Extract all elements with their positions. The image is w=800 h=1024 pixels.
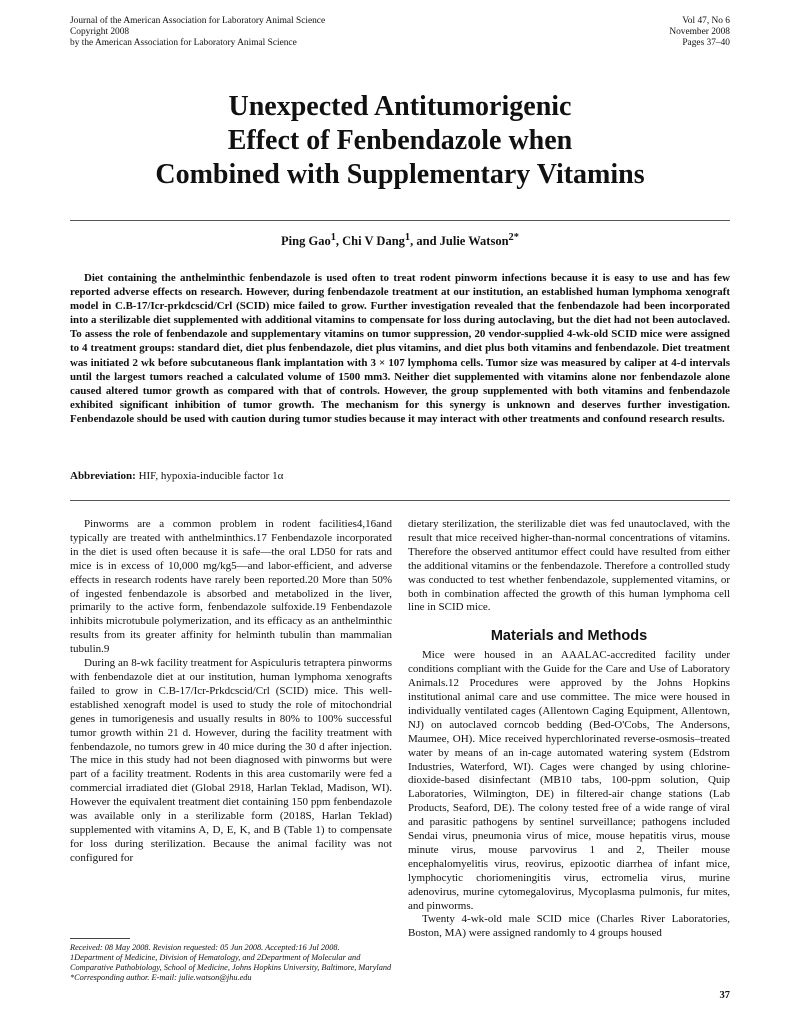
affiliations: 1Department of Medicine, Division of Hematology, and 2Department of Molecular and Comparative Pathobiology, School of Medicine, Johns Hopkins University, Baltimore, Maryland — [70, 953, 392, 972]
title-line: Effect of Fenbendazole when — [227, 125, 573, 156]
journal-name: Journal of the American Association for Laboratory Animal Science — [70, 16, 326, 26]
title-divider — [70, 220, 730, 221]
body-paragraph: Twenty 4-wk-old male SCID mice (Charles River Laboratories, Boston, MA) were assigned randomly to 4 groups housed — [408, 913, 730, 940]
body-paragraph: Mice were housed in an AAALAC-accredited facility under conditions compliant with the Guide for the Care and Use of Laboratory Animals.12 Procedures were approved by the Johns Hopkins institutional animal care and use committee. The mice were housed in individually ventilated cages (Allentown Caging Equipment, Allentown, NJ) on autoclaved corncob bedding (Bed-O'Cobs, The Andersons, Maumee, OH). Mice received hyperchlorinated reverse-osmosis–treated water by means of an in-cage automated watering system (Edstrom Industries, Waterford, WI). Cages were changed by using chlorine-dioxide-based disinfectant (MB10 tabs, 100-ppm solution, Quip Laboratories, Wilmington, DE) in filtered-air change stations (Lab Products, Seaford, DE). The colony tested free of a wide range of viral and parasitic pathogens by sentinel surveillance; pathogens included Sendai virus, pneumonia virus of mice, mouse hepatitis virus, mouse minute virus, mouse parvovirus 1 and 2, Theiler mouse encephalomyelitis virus, reovirus, epizootic diarrhea of infant mice, lymphocytic choriomeningitis virus, ectromelia virus, murine adenovirus, murine cytomegalovirus, Mycoplasma pulmonis, fur mites, and pinworms. — [408, 649, 730, 912]
body-paragraph: dietary sterilization, the sterilizable diet was fed unautoclaved, with the result that mice received higher-than-normal concentrations of vitamins. Therefore the observed antitumor effect could have resulted from either the additional vitamins or the fenbendazole. Therefore a controlled study was conducted to test whether fenbendazole, supplemented vitamins, or both in combination affected the growth of this human lymphoma cell line in SCID mice. — [408, 518, 730, 614]
volume-issue: Vol 47, No 6 — [682, 16, 730, 26]
author-name: Ping Gao — [281, 234, 331, 249]
author-list: Ping Gao$^1$, Chi V Dang$^1$, and Julie Watson$^{2*}$ — [281, 232, 519, 249]
page-range: Pages 37–40 — [682, 38, 730, 48]
issue-date: November 2008 — [669, 27, 730, 37]
author-name: Chi V Dang — [342, 234, 405, 249]
journal-info — [70, 16, 325, 49]
author-name: Julie Watson — [439, 234, 509, 249]
issue-info — [669, 16, 730, 49]
author-affiliation-mark: 1 — [404, 232, 411, 243]
abbreviation-text: HIF, hypoxia-inducible factor 1α — [138, 470, 284, 482]
abbreviation-line — [70, 470, 730, 482]
copyright-line: Copyright 2008 — [70, 27, 130, 37]
body-paragraph: Pinworms are a common problem in rodent facilities4,16and typically are treated with anthelminthics.17 Fenbendazole incorporated in the diet is used often because it is safe—the oral LD50 for rats and mice is in excess of 10,000 mg/kg5—and labor-efficient, and adverse effects in research rodents have rarely been reported.20 More than 50% of ingested fenbendazole is absorbed and metabolized in the liver, primarily to the active form, fenbendazole sulfoxide.19 Fenbendazole inhibits microtubule polymerization, and its efficacy as an anthelminthic results from its greater affinity for helminth tubulin than mammalian tubulin.9 — [70, 518, 392, 656]
title-line: Combined with Supplementary Vitamins — [155, 159, 645, 190]
footnotes — [70, 938, 392, 983]
body-paragraph: During an 8-wk facility treatment for Aspiculuris tetraptera pinworms with fenbendazole diet at our institution, human lymphoma xenografts failed to grow in C.B-17/Icr-Prkdcscid/Crl (SCID) mice. This well-established xenograft model is used to study the role of mitochondrial genes in tumorigenesis and usually results in 80% to 100% successful tumor growth within 21 d. However, during the facility treatment with fenbendazole, no tumors grew in 40 mice during the 30 d after injection. The mice in this study had not been diagnosed with pinworms but were part of a facility treatment. Rodents in this area customarily were fed a commercial irradiated diet (Global 2918, Harlan Teklad, Madison, WI). However the equivalent treatment diet containing 150 ppm fenbendazole was available only in a sterilizable form (2018S, Harlan Teklad) supplemented with vitamins A, D, E, K, and B (Table 1) to compensate for loss during sterilization. Because the animal facility was not configured for — [70, 657, 392, 864]
received-dates: Received: 08 May 2008. Revision requested: 05 Jun 2008. Accepted:16 Jul 2008. — [70, 943, 340, 952]
abstract: Diet containing the anthelminthic fenbendazole is used often to treat rodent pinworm infections because it is easy to use and has few reported adverse effects on research. However, during fenbendazole treatment at our institution, an established human lymphoma xenograft model in C.B-17/Icr-prkdcscid/Crl (SCID) mice failed to grow. Further investigation revealed that the fenbendazole had been incorporated into a sterilizable diet supplemented with additional vitamins to compensate for loss during autoclaving, but the diet had not been autoclaved. To assess the role of fenbendazole and supplementary vitamins on tumor suppression, 20 vendor-supplied 4-wk-old SCID mice were assigned to 4 treatment groups: standard diet, diet plus fenbendazole, diet plus vitamins, and diet plus both vitamins and fenbendazole. Diet treatment was initiated 2 wk before subcutaneous flank implantation with 3 × 107 lymphoma cells. Tumor size was measured by caliper at 4-d intervals until the largest tumors reached a calculated volume of 1500 mm3. Neither diet supplemented with vitamins alone nor fenbendazole alone caused altered tumor growth as compared with that of controls. However, the group supplemented with both vitamins and fenbendazole exhibited significant inhibition of tumor growth. The mechanism for this synergy is unknown and deserves further investigation. Fenbendazole should be used with caution during tumor studies because it may interact with other treatments and confound research results. — [70, 272, 730, 425]
abbreviation-label: Abbreviation: — [70, 470, 136, 482]
article-title — [70, 90, 730, 192]
title-line: Unexpected Antitumorigenic — [228, 91, 572, 122]
page-number: 37 — [719, 990, 730, 1001]
right-column — [408, 518, 730, 941]
abstract-divider — [70, 500, 730, 501]
left-column — [70, 518, 392, 866]
publisher-line: by the American Association for Laboratory Animal Science — [70, 38, 297, 48]
footnote-divider — [70, 938, 130, 939]
corresponding-author: *Corresponding author. E-mail: julie.watson@jhu.edu — [70, 973, 252, 982]
author-affiliation-mark: 2* — [508, 232, 519, 243]
author-affiliation-mark: 1 — [330, 232, 336, 243]
section-heading-methods: Materials and Methods — [490, 628, 648, 645]
